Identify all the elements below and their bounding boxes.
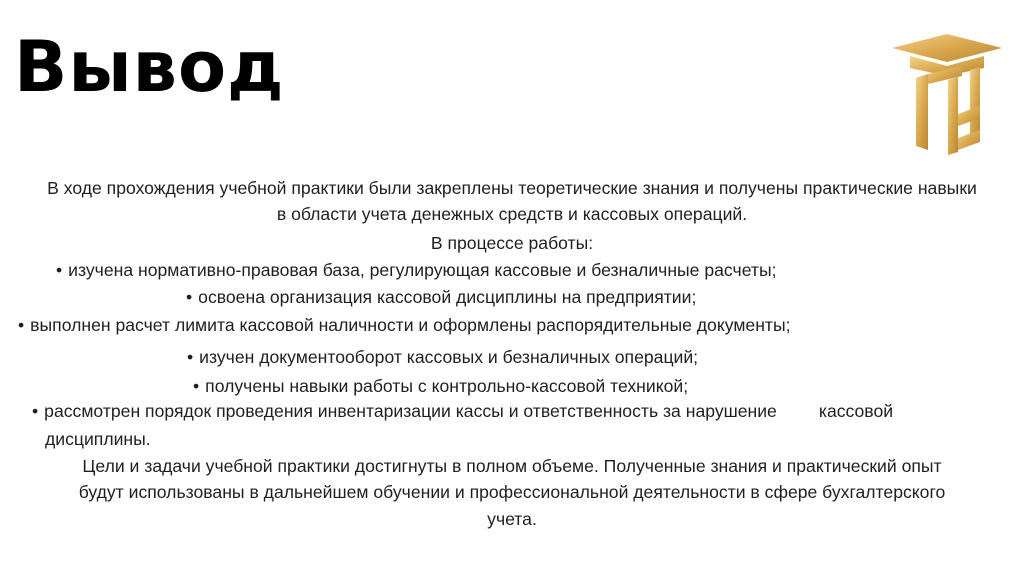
conclusion-line-2: будут использованы в дальнейшем обучении и профессиональной деятельности в сфере бухгалтерского	[78, 482, 946, 502]
slide-title: Вывод	[14, 26, 285, 108]
intro-line-1: В ходе прохождения учебной практики были закреплены теоретические знания и получены практические навыки	[47, 178, 977, 198]
bullet-marker: •	[32, 401, 39, 421]
bullet-marker: •	[18, 315, 25, 335]
list-item	[56, 259, 776, 281]
bullet-marker: •	[56, 260, 63, 280]
list-item-wrap: дисциплины.	[45, 429, 151, 449]
bullet-marker: •	[186, 287, 193, 307]
list-item-text: освоена организация кассовой дисциплины на предприятии;	[198, 287, 697, 307]
conclusion-line-1: Цели и задачи учебной практики достигнуты в полном объеме. Полученные знания и практический опыт	[82, 456, 942, 476]
list-item	[18, 314, 791, 336]
list-item	[193, 375, 688, 397]
list-item	[187, 346, 698, 368]
list-item-text: рассмотрен порядок проведения инвентаризации кассы и ответственность за нарушение	[44, 401, 777, 421]
conclusion-line-3: учета.	[487, 509, 537, 529]
list-item	[186, 286, 696, 308]
bullet-marker: •	[187, 347, 194, 367]
graduation-cap-pu-monogram-icon	[892, 34, 1002, 156]
list-item-text: изучена нормативно-правовая база, регулирующая кассовые и безналичные расчеты;	[68, 260, 777, 280]
list-item	[32, 400, 893, 422]
list-item-text-continued: кассовой	[818, 401, 894, 421]
list-item-text: изучен документооборот кассовых и безналичных операций;	[199, 347, 699, 367]
intro-line-2: в области учета денежных средств и кассовых операций.	[276, 204, 748, 224]
bullet-marker: •	[193, 376, 200, 396]
spacer	[783, 400, 813, 422]
list-item-text: выполнен расчет лимита кассовой наличности и оформлены распорядительные документы;	[30, 315, 791, 335]
process-heading: В процессе работы:	[430, 233, 594, 253]
list-item-text: получены навыки работы с контрольно-кассовой техникой;	[205, 376, 689, 396]
